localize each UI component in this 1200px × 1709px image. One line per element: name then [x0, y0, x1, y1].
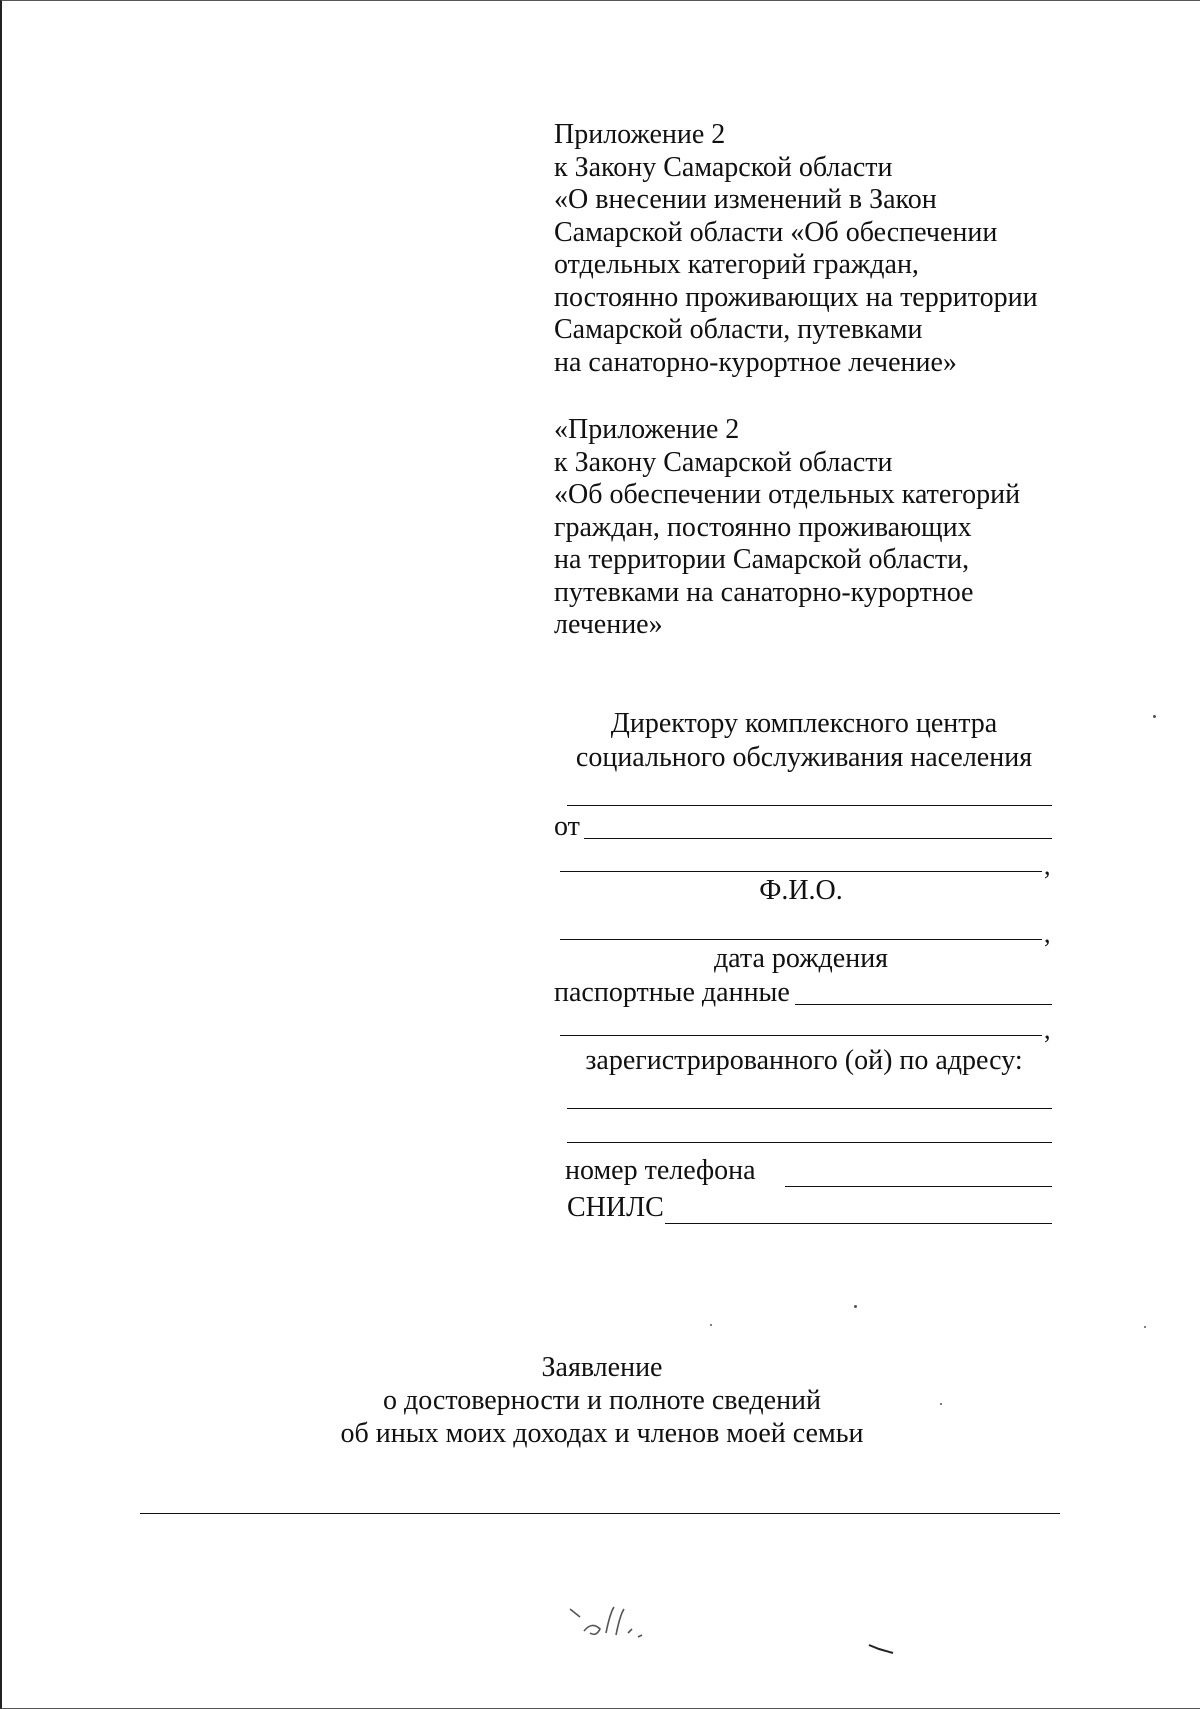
- phone-label: номер телефона: [565, 1155, 756, 1186]
- comma: ,: [1044, 1015, 1051, 1044]
- appendix-line: к Закону Самарской области: [554, 446, 893, 478]
- appendix-line: Самарской области, путевками: [554, 314, 923, 345]
- statement-line: о достоверности и полноте сведений: [382, 1385, 822, 1416]
- registered-caption: зарегистрированного (ой) по адресу:: [585, 1045, 1023, 1076]
- scan-speck: [940, 1403, 942, 1405]
- passport-blank-2[interactable]: [560, 1035, 1042, 1036]
- address-blank-1[interactable]: [567, 1108, 1052, 1109]
- appendix-header-amended: [554, 414, 1114, 642]
- addressee-block: [554, 707, 1054, 775]
- addressee-line: социального обслуживания населения: [575, 742, 1033, 773]
- passport-label: паспортные данные: [554, 977, 790, 1008]
- appendix-line: «Приложение 2: [554, 414, 740, 445]
- fio-caption: Ф.И.О.: [759, 875, 843, 906]
- horizontal-rule: [140, 1513, 1060, 1514]
- comma: ,: [1044, 919, 1051, 948]
- statement-line: Заявление: [541, 1352, 663, 1383]
- scan-speck: [854, 1305, 857, 1308]
- from-label: от: [554, 811, 580, 842]
- appendix-line: к Закону Самарской области: [554, 151, 893, 183]
- statement-line: об иных моих доходах и членов моей семьи: [340, 1418, 864, 1449]
- center-name-blank[interactable]: [567, 805, 1052, 806]
- snils-label: СНИЛС: [567, 1192, 664, 1223]
- scan-speck: [710, 1324, 712, 1326]
- scan-mark-icon: [867, 1641, 897, 1655]
- appendix-line: «Об обеспечении отдельных категорий: [554, 479, 1021, 510]
- snils-blank[interactable]: [665, 1223, 1052, 1224]
- address-blank-2[interactable]: [567, 1142, 1052, 1143]
- handwritten-mark-icon: [562, 1603, 672, 1658]
- appendix-line: отдельных категорий граждан,: [554, 249, 919, 280]
- appendix-line: Приложение 2: [554, 119, 726, 150]
- fio-blank[interactable]: [560, 871, 1042, 872]
- scan-speck: [1144, 1326, 1146, 1328]
- phone-blank[interactable]: [785, 1186, 1052, 1187]
- appendix-line: путевками на санаторно-курортное: [554, 576, 974, 608]
- passport-blank[interactable]: [795, 1004, 1052, 1005]
- from-blank[interactable]: [584, 838, 1052, 839]
- appendix-line: «О внесении изменений в Закон: [554, 184, 937, 215]
- scan-speck: [1153, 715, 1156, 718]
- appendix-line: на санаторно-курортное лечение»: [554, 346, 957, 378]
- appendix-header-original: [554, 119, 1114, 379]
- statement-title: [252, 1351, 952, 1450]
- birthdate-caption: дата рождения: [713, 943, 889, 974]
- appendix-line: Самарской области «Об обеспечении: [554, 216, 998, 248]
- addressee-line: Директору комплексного центра: [610, 708, 998, 739]
- appendix-line: на территории Самарской области,: [554, 544, 970, 575]
- birthdate-blank[interactable]: [560, 939, 1042, 940]
- appendix-line: лечение»: [554, 609, 663, 640]
- comma: ,: [1044, 851, 1051, 880]
- appendix-line: граждан, постоянно проживающих: [554, 511, 972, 543]
- appendix-line: постоянно проживающих на территории: [554, 281, 1038, 313]
